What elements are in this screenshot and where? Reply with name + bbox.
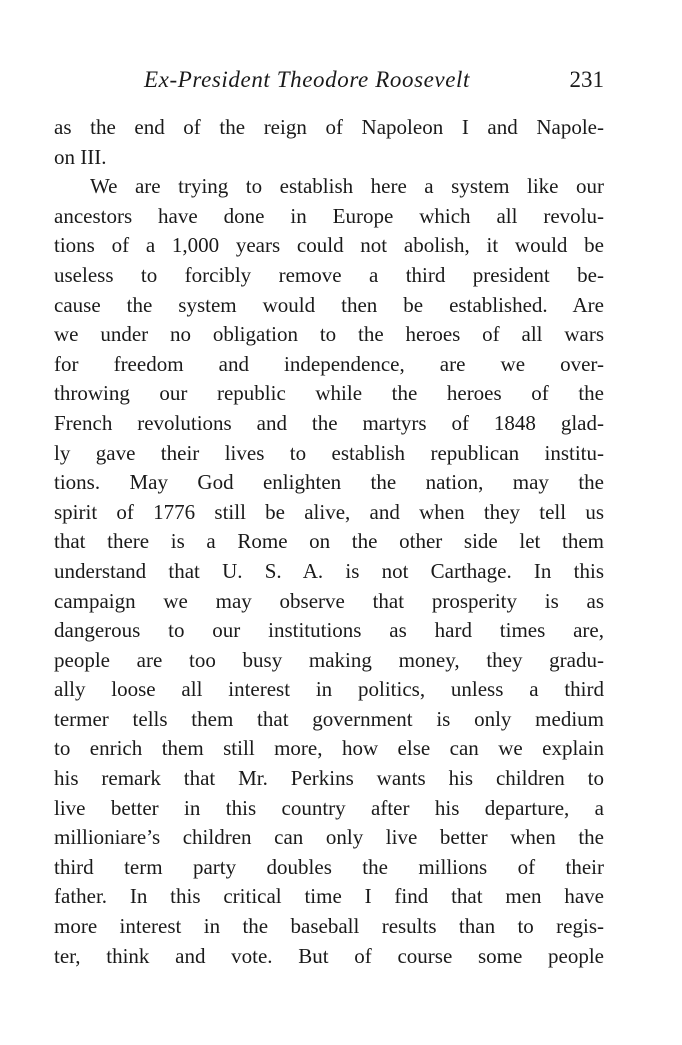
text-line: third term party doubles the millions of their [54,854,604,879]
text-line: tions of a 1,000 years could not abolish, it would be [54,233,604,258]
text-line: campaign we may observe that prosperity is as [54,588,604,613]
text-line: ally loose all interest in politics, unless a third [54,677,604,702]
text-line: cause the system would then be established. Are [54,292,604,317]
text-line: dangerous to our institutions as hard times are, [54,618,604,643]
text-line: millioniare’s children can only live better when the [54,825,604,850]
text-line: as the end of the reign of Napoleon I and Napole- [54,115,604,139]
text-line: useless to forcibly remove a third president be- [54,262,604,287]
text-line: termer tells them that government is only medium [54,706,604,731]
text-line: understand that U. S. A. is not Carthage. In this [54,558,604,583]
body-text [54,113,604,971]
text-line: ter, think and vote. But of course some people [54,943,604,968]
text-line: people are too busy making money, they gradu- [54,647,604,672]
text-line: we under no obligation to the heroes of all wars [54,322,604,347]
text-line: We are trying to establish here a system like our [90,174,604,199]
running-title: Ex-President Theodore Roosevelt [144,67,471,92]
text-line: tions. May God enlighten the nation, may the [54,470,604,495]
text-line: spirit of 1776 still be alive, and when they tell us [54,499,604,524]
text-line: French revolutions and the martyrs of 1848 glad- [54,410,604,435]
text-line: more interest in the baseball results than to regis- [54,914,604,939]
text-line: throwing our republic while the heroes of the [54,381,604,406]
text-line: to enrich them still more, how else can we explain [54,736,604,761]
text-line: on III. [54,144,107,169]
running-head [54,67,604,103]
text-line: father. In this critical time I find that men have [54,884,604,909]
text-line: his remark that Mr. Perkins wants his children to [54,766,604,791]
text-line: ly gave their lives to establish republican institu- [54,440,604,465]
page-number: 231 [569,67,604,92]
text-line: that there is a Rome on the other side let them [54,529,604,554]
text-line: for freedom and independence, are we over- [54,351,604,376]
text-line: ancestors have done in Europe which all revolu- [54,203,604,228]
text-line: live better in this country after his departure, a [54,795,604,820]
